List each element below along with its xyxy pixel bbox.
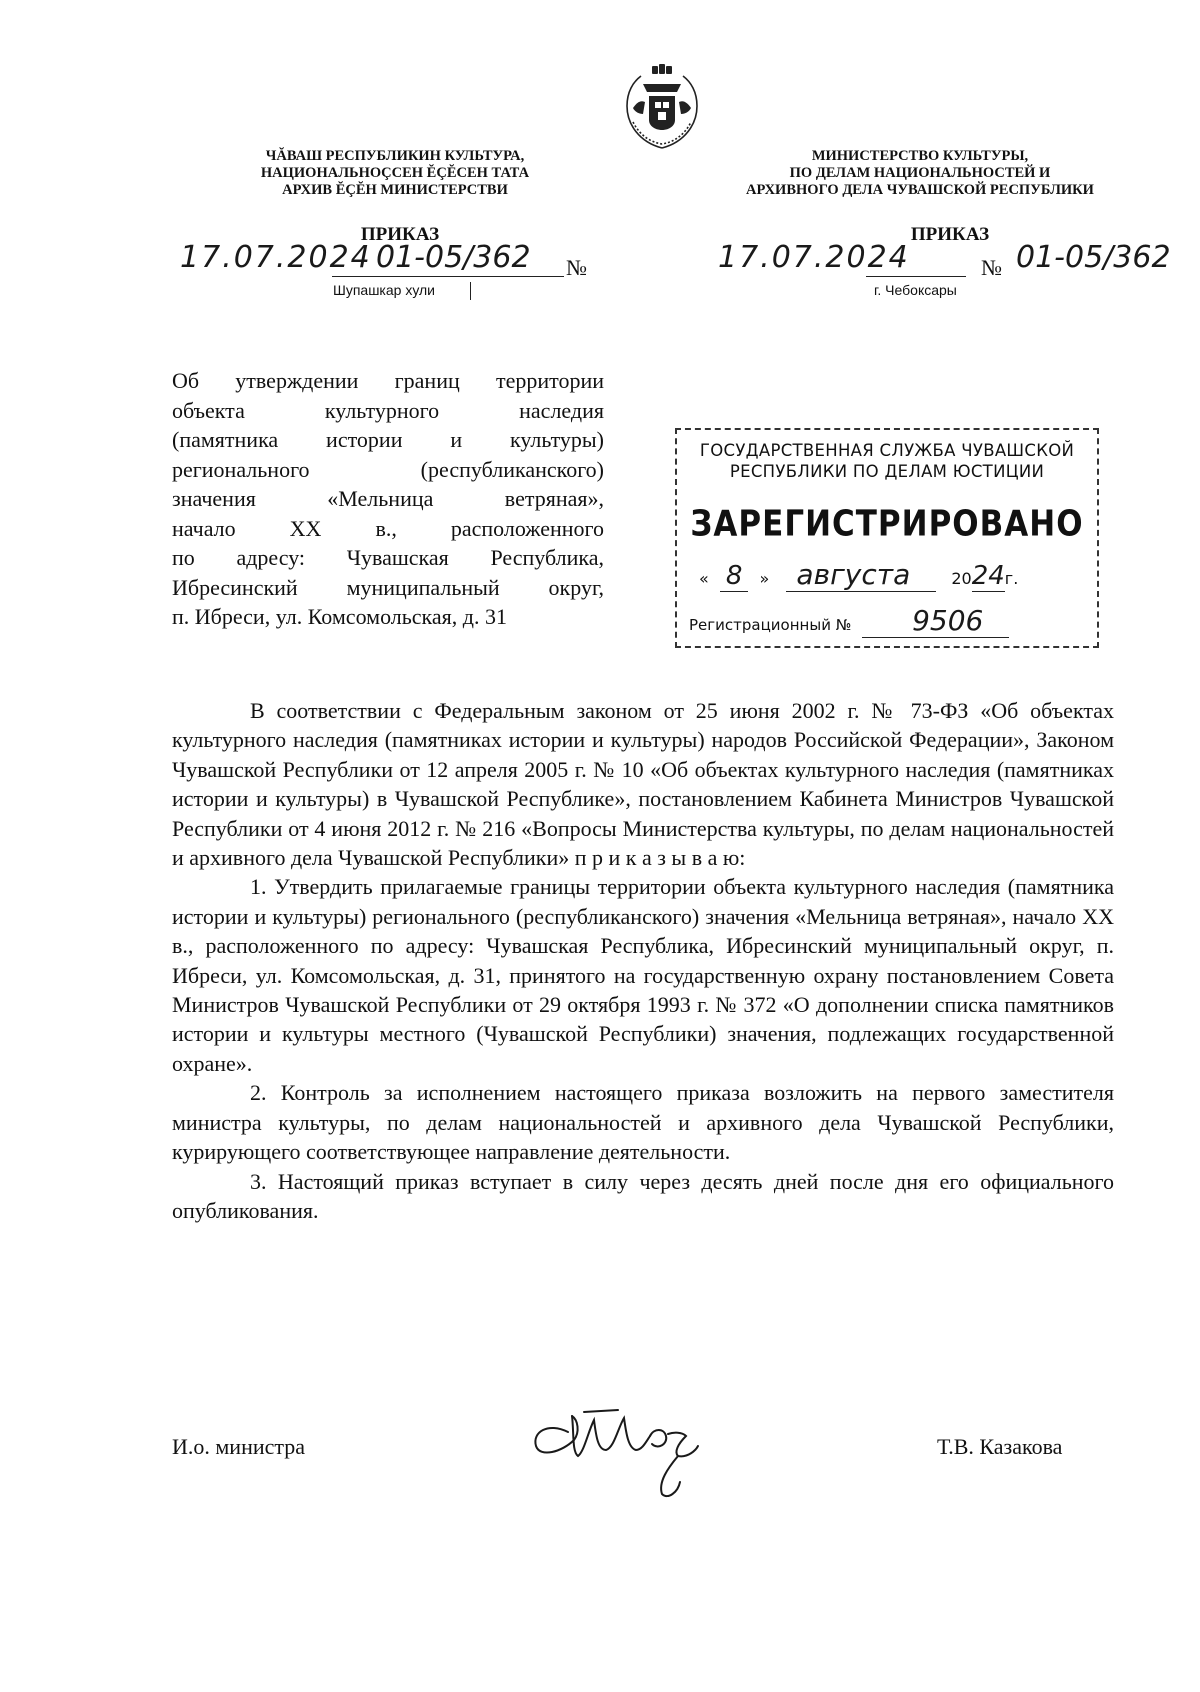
- header-right: [710, 148, 1130, 199]
- stamp-year-suffix: 24: [971, 561, 1005, 591]
- stamp-date: [699, 558, 1079, 591]
- header-left-line: АРХИВ ĔÇĔН МИНИСТЕРСТВИ: [282, 182, 508, 198]
- body-item-1: 1. Утвердить прилагаемые границы территории объекта культурного наследия (памятника истории и культуры) регионального (республиканского) значения «Мельница ветряная», начало XX в., расположенного по адресу: Чувашская Республика, Ибресинский муниципальный округ, п. Ибреси, ул. Комсомольская, д. 31, принятого на государственную охрану постановлением Совета Министров Чувашской Республики от 29 октября 1993 г. № 372 «О дополнении списка памятников истории и культуры местного (Чувашской Республики) значения, подлежащих государственной охране».: [172, 874, 1114, 1076]
- header-left-line: ЧĂВАШ РЕСПУБЛИКИН КУЛЬТУРА,: [265, 148, 525, 164]
- order-city-right: г. Чебоксары: [874, 282, 957, 298]
- stamp-year-prefix: 20: [951, 569, 972, 588]
- body-item-3: 3. Настоящий приказ вступает в силу через десять дней после дня его официального опубликования.: [172, 1168, 1114, 1223]
- stamp-month: августа: [786, 558, 936, 592]
- order-number-left: 01-05/362: [376, 240, 531, 275]
- registration-stamp: [675, 428, 1099, 648]
- stamp-line2: РЕСПУБЛИКИ ПО ДЕЛАМ ЮСТИЦИИ: [729, 462, 1045, 481]
- stamp-header: [677, 440, 1097, 482]
- order-number-right: 01-05/362: [1016, 240, 1171, 275]
- order-underline-right: [866, 276, 966, 277]
- order-title-right: ПРИКАЗ: [910, 224, 990, 245]
- subject-line: объекта культурного наследия: [172, 397, 604, 423]
- stamp-line1: ГОСУДАРСТВЕННАЯ СЛУЖБА ЧУВАШСКОЙ: [699, 441, 1075, 460]
- header-left-line: НАЦИОНАЛЬНОÇСЕН ĔÇĔСЕН ТАТА: [260, 165, 530, 181]
- subject-line: значения «Мельница ветряная»,: [172, 486, 604, 511]
- stamp-title: ЗАРЕГИСТРИРОВАНО: [690, 503, 1084, 545]
- handwritten-signature: [528, 1392, 718, 1502]
- order-no-sign-right: №: [981, 255, 1002, 280]
- coat-of-arms-emblem: [619, 62, 705, 152]
- subject-line: регионального (республиканского): [172, 456, 604, 482]
- subject-line: начало XX в., расположенного: [172, 515, 604, 541]
- subject-line: по адресу: Чувашская Республика,: [172, 545, 604, 570]
- stamp-registration: [689, 604, 1089, 637]
- header-right-line: АРХИВНОГО ДЕЛА ЧУВАШСКОЙ РЕСПУБЛИКИ: [746, 182, 1094, 198]
- subject-line: Об утверждении границ территории: [172, 368, 604, 393]
- order-no-sign-left: №: [566, 255, 587, 280]
- order-date-right: 17.07.2024: [718, 240, 910, 275]
- order-date-left: 17.07.2024: [180, 240, 372, 275]
- subject-line: п. Ибреси, ул. Комсомольская, д. 31: [172, 604, 507, 629]
- order-subject: [172, 366, 604, 632]
- stamp-reg-label: Регистрационный №: [689, 616, 852, 634]
- order-body: [172, 696, 1114, 1225]
- header-right-line: МИНИСТЕРСТВО КУЛЬТУРЫ,: [811, 148, 1029, 164]
- order-stroke-left: [470, 282, 471, 300]
- signature-position: И.о. министра: [172, 1434, 306, 1459]
- order-underline-left: [332, 276, 564, 277]
- body-preamble: В соответствии с Федеральным законом от 25 июня 2002 г. № 73-ФЗ «Об объектах культурного наследия (памятниках истории и культуры) народов Российской Федерации», Законом Чувашской Республики от 12 апреля 2005 г. № 10 «Об объектах культурного наследия (памятниках истории и культуры) в Чувашской Республике», постановлением Кабинета Министров Чувашской Республики от 4 июня 2012 г. № 216 «Вопросы Министерства культуры, по делам национальностей и архивного дела Чувашской Республики» п р и к а з ы в а ю:: [172, 698, 1114, 871]
- subject-line: (памятника истории и культуры): [172, 427, 604, 452]
- signature-name: Т.В. Казакова: [937, 1434, 1063, 1459]
- stamp-quote-open: «: [699, 569, 709, 588]
- order-city-left: Шупашкар хули: [333, 282, 436, 298]
- stamp-day: 8: [720, 561, 749, 592]
- stamp-quote-close: »: [759, 569, 770, 588]
- subject-line: Ибресинский муниципальный округ,: [172, 574, 604, 600]
- order-title-left: ПРИКАЗ: [360, 224, 440, 245]
- header-right-line: ПО ДЕЛАМ НАЦИОНАЛЬНОСТЕЙ И: [789, 165, 1051, 181]
- stamp-reg-number: 9506: [862, 604, 1009, 638]
- body-item-2: 2. Контроль за исполнением настоящего приказа возложить на первого заместителя министра культуры, по делам национальностей и архивного дела Чувашской Республики, курирующего соответствующее направление деятельности.: [172, 1080, 1114, 1165]
- header-left: [215, 148, 575, 199]
- stamp-year-g: г.: [1004, 569, 1019, 588]
